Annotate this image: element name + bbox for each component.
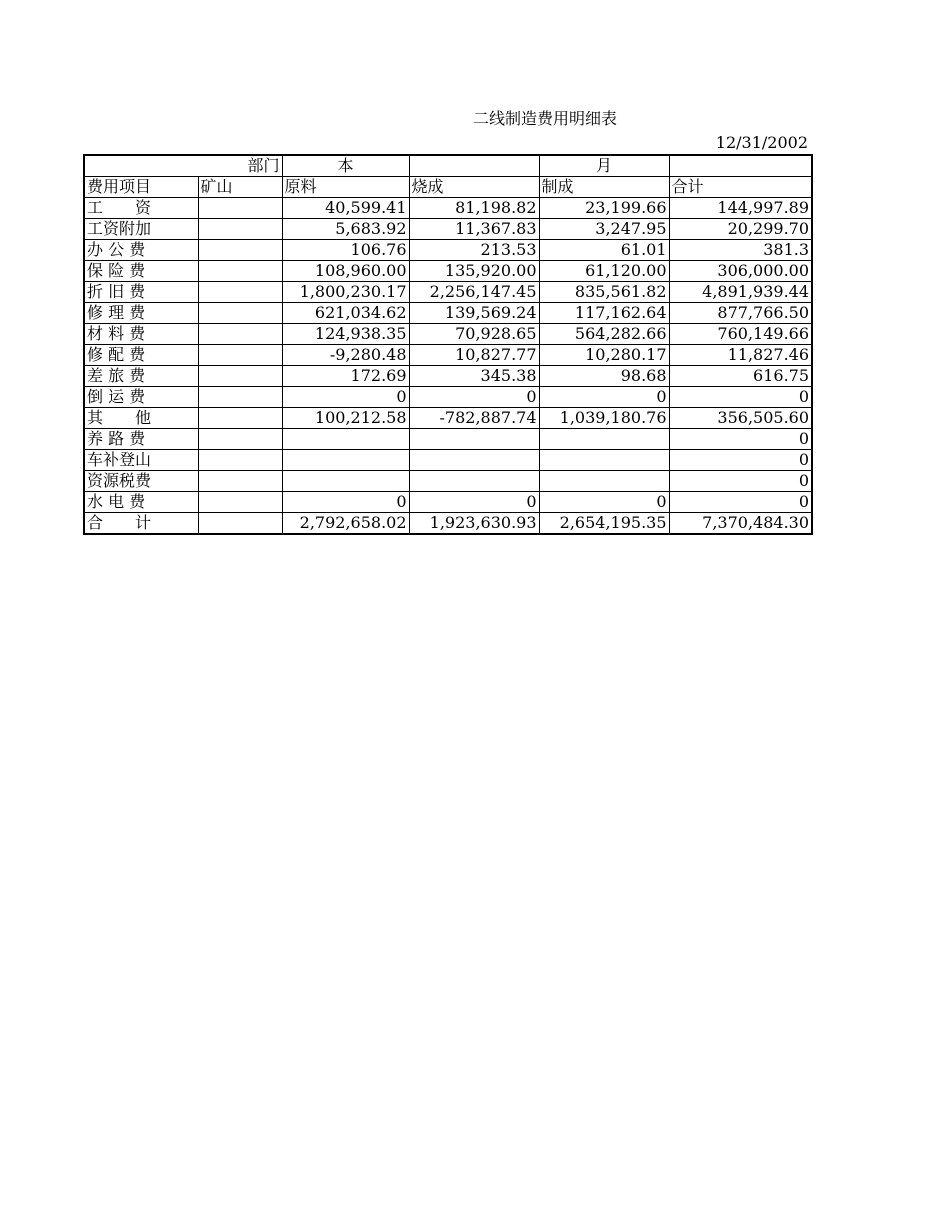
- cell-total: 0: [669, 471, 812, 492]
- header-row-dept: [84, 155, 812, 177]
- cell-raw: 172.69: [282, 366, 409, 387]
- table-row: [84, 219, 812, 240]
- cell-total: 11,827.46: [669, 345, 812, 366]
- cell-mine: [198, 219, 282, 240]
- cell-total: 0: [669, 492, 812, 513]
- cell-raw: 5,683.92: [282, 219, 409, 240]
- cell-raw: 0: [282, 492, 409, 513]
- cell-mine: [198, 282, 282, 303]
- column-header-mine: 矿山: [198, 177, 282, 198]
- row-label: 修 配 费: [84, 345, 198, 366]
- cell-mine: [198, 240, 282, 261]
- cell-finish: 835,561.82: [539, 282, 669, 303]
- ben-header: 本: [282, 155, 409, 177]
- table-row: [84, 282, 812, 303]
- total-row: [84, 513, 812, 535]
- report-date: 12/31/2002: [715, 133, 808, 152]
- row-label: 其 他: [84, 408, 198, 429]
- cell-finish: 10,280.17: [539, 345, 669, 366]
- cell-mine: [198, 366, 282, 387]
- cell-kiln: 70,928.65: [409, 324, 539, 345]
- cell-raw: 106.76: [282, 240, 409, 261]
- cell-mine: [198, 471, 282, 492]
- table-row: [84, 324, 812, 345]
- cell-total: 0: [669, 450, 812, 471]
- row-label: 折 旧 费: [84, 282, 198, 303]
- header-blank: [409, 155, 539, 177]
- cell-mine: [198, 408, 282, 429]
- row-label: 差 旅 费: [84, 366, 198, 387]
- table-row: [84, 429, 812, 450]
- table-row: [84, 450, 812, 471]
- cell-total: 0: [669, 429, 812, 450]
- cell-mine: [198, 303, 282, 324]
- column-header-finish: 制成: [539, 177, 669, 198]
- cell-total: 144,997.89: [669, 198, 812, 219]
- cell-total: 4,891,939.44: [669, 282, 812, 303]
- cell-mine: [198, 261, 282, 282]
- cell-finish: 23,199.66: [539, 198, 669, 219]
- cell-finish: [539, 471, 669, 492]
- cell-mine: [198, 198, 282, 219]
- cell-raw: 108,960.00: [282, 261, 409, 282]
- cell-finish: [539, 450, 669, 471]
- cell-raw: [282, 429, 409, 450]
- cell-finish: 2,654,195.35: [539, 513, 669, 535]
- cell-kiln: 11,367.83: [409, 219, 539, 240]
- cell-kiln: [409, 471, 539, 492]
- cell-total: 356,505.60: [669, 408, 812, 429]
- row-label: 水 电 费: [84, 492, 198, 513]
- report-title: 二线制造费用明细表: [472, 109, 617, 128]
- cell-raw: 2,792,658.02: [282, 513, 409, 535]
- row-label: 车补登山: [84, 450, 198, 471]
- cell-mine: [198, 387, 282, 408]
- cell-raw: -9,280.48: [282, 345, 409, 366]
- table-row: [84, 345, 812, 366]
- cell-mine: [198, 324, 282, 345]
- header-blank: [669, 155, 812, 177]
- cell-kiln: 81,198.82: [409, 198, 539, 219]
- table-row: [84, 240, 812, 261]
- cell-finish: 1,039,180.76: [539, 408, 669, 429]
- cell-kiln: [409, 429, 539, 450]
- table-row: [84, 261, 812, 282]
- table-row: [84, 366, 812, 387]
- cell-total: 760,149.66: [669, 324, 812, 345]
- cell-finish: 61.01: [539, 240, 669, 261]
- column-header-total: 合计: [669, 177, 812, 198]
- row-label: 工资附加: [84, 219, 198, 240]
- cell-raw: 124,938.35: [282, 324, 409, 345]
- cell-kiln: 135,920.00: [409, 261, 539, 282]
- cell-kiln: 0: [409, 492, 539, 513]
- cell-raw: 0: [282, 387, 409, 408]
- table-row: [84, 303, 812, 324]
- row-label: 修 理 费: [84, 303, 198, 324]
- cell-raw: 621,034.62: [282, 303, 409, 324]
- cell-finish: 61,120.00: [539, 261, 669, 282]
- cell-raw: 100,212.58: [282, 408, 409, 429]
- column-header-kiln: 烧成: [409, 177, 539, 198]
- cell-finish: 0: [539, 387, 669, 408]
- cell-kiln: [409, 450, 539, 471]
- cell-mine: [198, 492, 282, 513]
- row-label: 养 路 费: [84, 429, 198, 450]
- cell-kiln: -782,887.74: [409, 408, 539, 429]
- cell-finish: 0: [539, 492, 669, 513]
- table-row: [84, 387, 812, 408]
- cell-kiln: 2,256,147.45: [409, 282, 539, 303]
- row-label: 办 公 费: [84, 240, 198, 261]
- table-row: [84, 492, 812, 513]
- cell-total: 7,370,484.30: [669, 513, 812, 535]
- row-label: 保 险 费: [84, 261, 198, 282]
- table-body: [84, 155, 812, 534]
- cell-finish: 98.68: [539, 366, 669, 387]
- cell-finish: 3,247.95: [539, 219, 669, 240]
- cell-total: 381.3: [669, 240, 812, 261]
- row-label: 材 料 费: [84, 324, 198, 345]
- table-row: [84, 471, 812, 492]
- row-label: 工 资: [84, 198, 198, 219]
- row-label: 资源税费: [84, 471, 198, 492]
- cell-total: 0: [669, 387, 812, 408]
- table-row: [84, 408, 812, 429]
- cell-mine: [198, 345, 282, 366]
- header-row-columns: [84, 177, 812, 198]
- cell-raw: [282, 450, 409, 471]
- cell-kiln: 1,923,630.93: [409, 513, 539, 535]
- cell-raw: 40,599.41: [282, 198, 409, 219]
- cell-mine: [198, 513, 282, 535]
- yue-header: 月: [539, 155, 669, 177]
- row-label: 倒 运 费: [84, 387, 198, 408]
- cell-mine: [198, 450, 282, 471]
- item-header: 费用项目: [84, 177, 198, 198]
- cell-mine: [198, 429, 282, 450]
- cell-kiln: 139,569.24: [409, 303, 539, 324]
- cell-raw: 1,800,230.17: [282, 282, 409, 303]
- cell-total: 616.75: [669, 366, 812, 387]
- column-header-raw: 原料: [282, 177, 409, 198]
- row-label: 合 计: [84, 513, 198, 535]
- cell-kiln: 345.38: [409, 366, 539, 387]
- cell-raw: [282, 471, 409, 492]
- cell-finish: 117,162.64: [539, 303, 669, 324]
- cell-finish: [539, 429, 669, 450]
- cell-kiln: 213.53: [409, 240, 539, 261]
- table-row: [84, 198, 812, 219]
- cell-kiln: 10,827.77: [409, 345, 539, 366]
- expense-table: [83, 154, 813, 535]
- dept-header: 部门: [84, 155, 282, 177]
- cell-total: 877,766.50: [669, 303, 812, 324]
- cell-total: 306,000.00: [669, 261, 812, 282]
- cell-finish: 564,282.66: [539, 324, 669, 345]
- cell-kiln: 0: [409, 387, 539, 408]
- cell-total: 20,299.70: [669, 219, 812, 240]
